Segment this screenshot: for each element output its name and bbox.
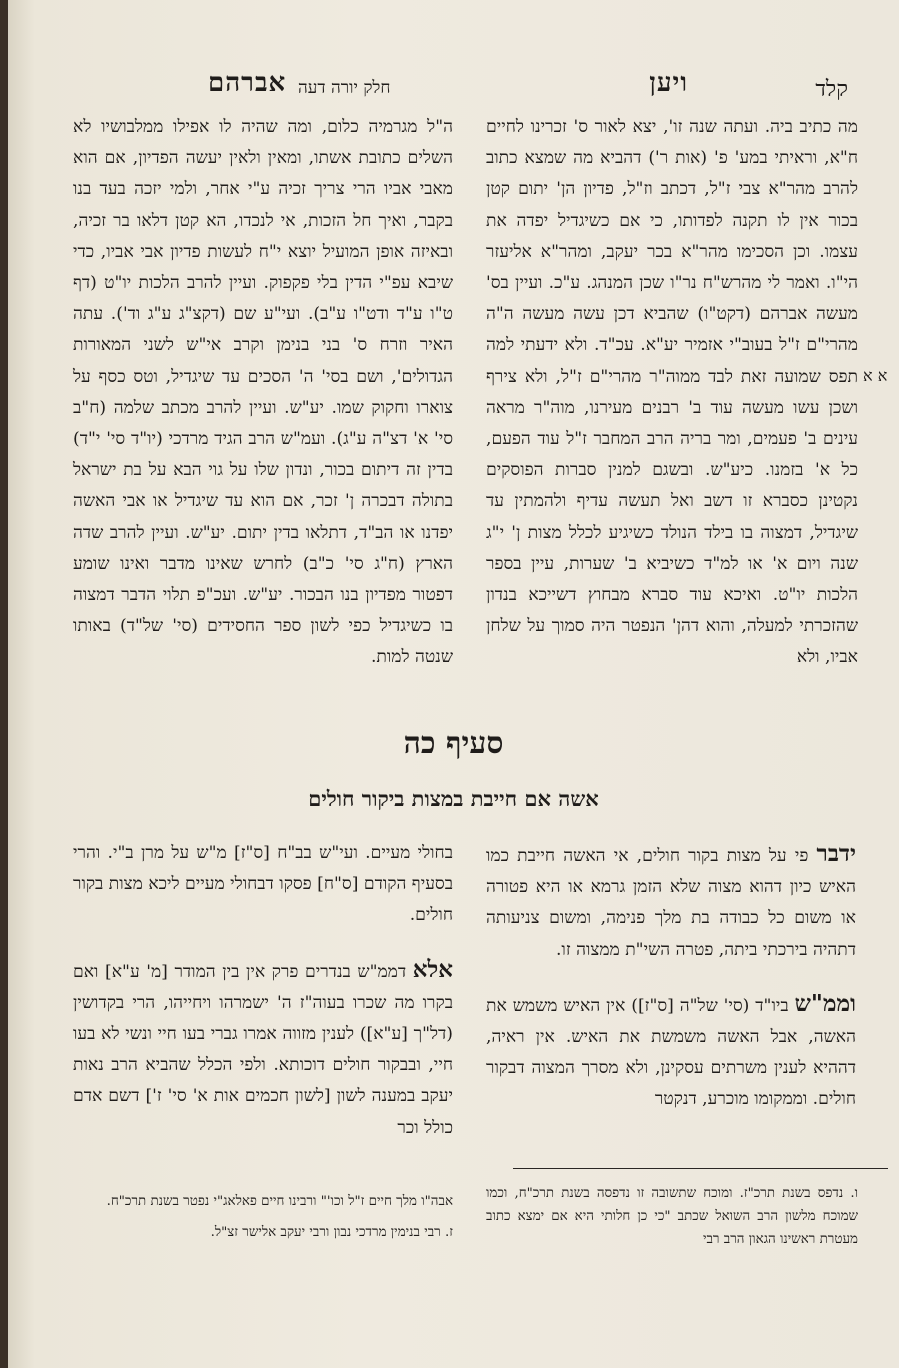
section-title: סעיף כה xyxy=(403,726,504,761)
lower-left-paragraph-1: בחולי מעיים. ועי"ש בב"ח [ס"ז] מ"ש על מרן ב"י. והרי בסעיף הקודם [ס"ח] פסקו דבחולי מעיים ליכא מצות בקור חולים. xyxy=(73,843,453,926)
lower-left-paragraph-2 xyxy=(73,954,453,1144)
section-subtitle: אשה אם חייבת במצות ביקור חולים xyxy=(308,786,599,811)
upper-left-column xyxy=(73,112,453,674)
running-title-right: ויען xyxy=(649,68,688,98)
footnote-6-continued: אבה"ו מלך חיים ז"ל וכו'" ורבינו חיים פאלאג"י נפטר בשנת תרכ"ח. xyxy=(106,1194,453,1209)
lead-word: אלא xyxy=(412,955,453,983)
upper-right-text: מה כתיב ביה. ועתה שנה זו', יצא לאור ס' זכרינו לחיים ח"א, וראיתי במע' פ' (אות ר') דהביא מה שמצא כתוב להרב מהר"א צבי ז"ל, דכתב וז"ל, פדיון הן' יתום קטן בכור אין לו תקנה לפדותו, כי אם כשיגדיל יפדה את עצמו. וכן הסכימו מהר"א בכר יעקב, ומהר"א אליעזר הי"ו. ואמר לי מהרש"ח נר"ו שכן המנהג. ע"כ. ועיין בס' מעשה אברהם (דקט"ו) שהביא דכן עשה מעשה ה"ה מהרי"ם ז"ל בעוב"י אזמיר יע"א. עכ"ד. ולא ידעתי למה תפס שמועה זאת לבד ממוה"ר מהרי"ם ז"ל, ולא צירף ושכן עשו מעשה עוד ב' רבנים מעירנו, מוה"ר מראה עינים ב' פעמים, ומר בריה הרב המחבר ז"ל עוד הפעם, כל א' בזמנו. כיע"ש. ובשגם למנין סברות הפוסקים נקטינן כסברא זו דשב ואל תעשה עדיף ולהמתין עד שיגדיל, דמצוה בו בילד הנולד כשיגיע לכלל מצות ן' י"ג שנה ויום א' או למ"ד כשיביא ב' שערות, עיין בספר הלכות יו"ט. ואיכא עוד סברא מבחוץ דשייכא בנדון שהזכרתי למעלה, והוא דהן' הנפטר היה סמוך על שלחן אביו, ולא xyxy=(486,117,858,668)
page-number: קלד xyxy=(815,77,848,102)
footnote-6: ו. נדפס בשנת תרכ"ז. ומוכח שתשובה זו נדפסה בשנת תרכ"ח, וכמו שמוכח מלשון הרב השואל שכתב "כי כן חלותי היא אם ימצא כתוב מעטרת ראשינו הגאון הרב רבי xyxy=(486,1186,858,1247)
footnote-7: ז. רבי בנימין מרדכי נבון ורבי יעקב אלישר זצ"ל. xyxy=(210,1225,453,1240)
paragraph-text: ביו"ד (סי' של"ה [ס"ז]) אין האיש משמש את האשה, אבל האשה משמשת את האיש. אין ראיה, דההיא לענין משרתים עסקינן, ולא מסרך המצוה דבקור חולים. וממקומו מוכרע, דנקטר xyxy=(486,995,856,1110)
lower-right-paragraph-1 xyxy=(486,838,856,966)
book-page xyxy=(8,0,899,1368)
lower-left-column xyxy=(73,838,453,1144)
footnote-divider xyxy=(513,1168,888,1169)
margin-note: א א xyxy=(863,366,888,385)
paragraph-text: דממ"ש בנדרים פרק אין בין המודר [מ' ע"א] ואם בקרו מה שכרו בעוה"ז ה' ישמרהו ויחייהו, הרי בקדושין (דל"ך [ע"א]) לענין מזווה אמרו גברי בעו חיי ונשי לא בעו חיי, ובבקור חולים דוכותא. ולפי הכלל שהביא הרב נאות יעקב במענה לשון [לשון חכמים אות א' סי' ז'] דשם אדם כולל וכר xyxy=(73,961,453,1138)
running-header xyxy=(208,68,848,108)
lead-word: וממ"ש xyxy=(794,989,856,1017)
running-title-left: אברהם xyxy=(208,68,287,98)
paragraph-text: פי על מצות בקור חולים, אי האשה חייבת כמו האיש כיון דהוא מצוה שלא הזמן גרמא או היא פטורה או משום כל כבודה בת מלך פנימה, ומשום צניעותה דתהיה בירכתי ביתה, פטרה השי"ת ממצוה זו. xyxy=(486,846,856,960)
upper-left-text: ה"ל מגרמיה כלום, ומה שהיה לו אפילו ממלבושיו לא השלים כתובת אשתו, ומאין ולאין יעשה הפדיון, אם הוא מאבי אביו הרי צריך זכיה ע"י אחר, ולמי יזכה בעד בנו בקבר, ואיך חל הזכות, אי לנכדו, הא קטן דלאו בר זכיה, ובאיזה אופן המועיל יוצא י"ח לעשות פדיון אבי אביו, כדי שיבא עפ"י הדין בלי פקפוק. ועיין להרב הלכות יו"ט (דף ט"ו ע"ד ודט"ו ע"ב). ועי"ע שם (דקצ"ג ע"ג וד'). עתה האיר וזרח ס' בני בנימן וקרב אי"ש לשני המאורות הגדולים', ושם בסי' ה' הסכים עד שיגדיל, וטס כסף על צוארו וחקוק שמו. יע"ש. ועיין להרב מכתב שלמה (ח"ב סי' א' דצ"ה ע"ג). ועמ"ש הרב הגיד מרדכי (יו"ד סי' י"ד) בדין זה דיתום בכור, ונדון שלו על גוי הבא על בת ישראל בתולה דבכרה ן' זכר, אם הוא עד שיגדיל או אבי האשה יפדנו או הב"ד, דתלאו בדין יתום. יע"ש. ועיין להרב שדה הארץ (ח"ג סי' כ"ב) לחרש שאינו מדבר ואינו שומע דפטור מפדיון בנו הבכור. יע"ש. ועכ"פ תלוי הדבר דמצוה בו כשיגדיל כפי לשון ספר החסידים (סי' של"ד) באותו שנטה למות. xyxy=(73,117,453,668)
upper-right-column xyxy=(486,112,858,674)
footnote-right xyxy=(486,1182,858,1251)
lower-right-column xyxy=(486,838,856,1116)
running-subtitle: חלק יורה דעה xyxy=(298,78,391,98)
lower-right-paragraph-2 xyxy=(486,988,856,1116)
footnote-left xyxy=(83,1190,453,1244)
lead-word: ידבר xyxy=(816,840,856,867)
